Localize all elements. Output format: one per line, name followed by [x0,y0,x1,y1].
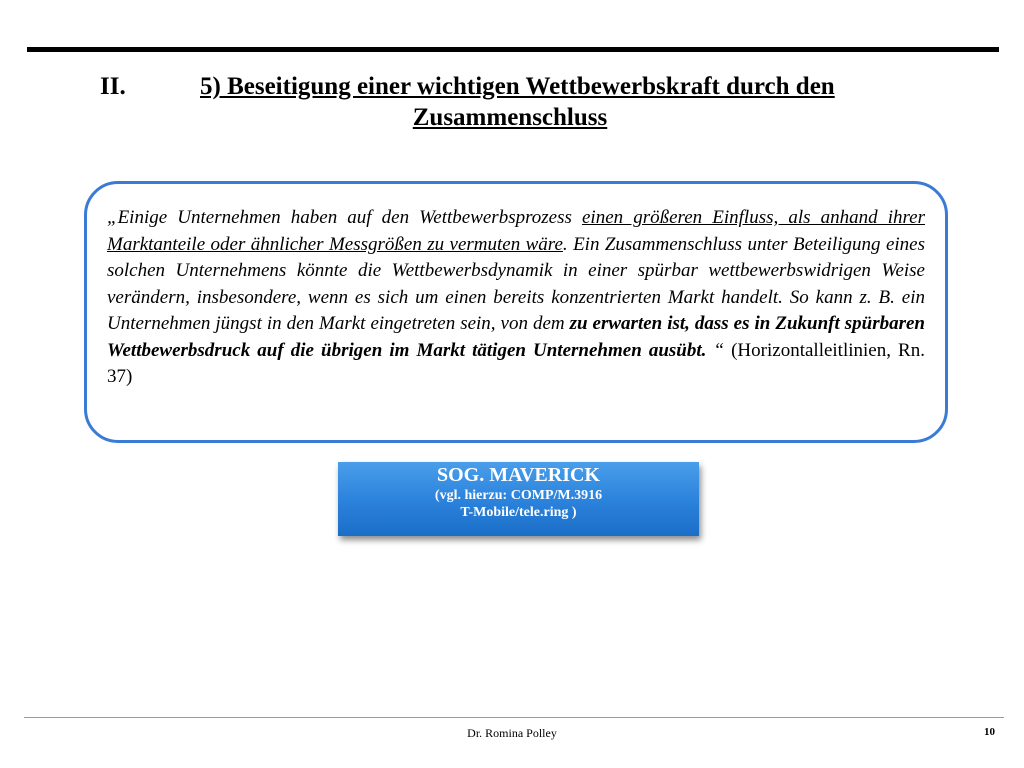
maverick-callout [338,462,699,536]
footer-author: Dr. Romina Polley [467,726,557,740]
quote-text [107,205,925,391]
title-text-1: 5) Beseitigung einer wichtigen Wettbewerbskraft durch den [200,73,835,100]
slide-title [100,71,1000,133]
title-line-2: Zusammenschluss [412,104,608,131]
maverick-heading: SOG. MAVERICK [437,464,600,486]
maverick-reference-1: (vgl. hierzu: COMP/M.3916 [434,488,603,503]
quote-segment-underlined: einen größeren Einfluss, als anhand ihrer Marktanteile oder ähnlicher Messgrößen zu vermuten wäre [107,207,925,255]
top-divider [27,47,999,52]
quote-citation: (Horizontalleitlinien, Rn. 37) [107,339,925,387]
quote-close-mark: “ [706,339,732,361]
maverick-reference-2: T-Mobile/tele.ring ) [460,505,577,520]
page-number: 10 [984,726,995,738]
title-line-1 [100,71,1000,102]
title-number: II. [100,73,126,100]
footer-divider [24,717,1004,718]
quote-segment-3: . Ein Zusammenschluss unter Beteiligung eines solchen Unternehmens könnte die Wettbewerbsdynamik in einer spürbar wettbewerbswidrigen Weise verändern, insbesondere, wenn es sich um einen bereits konzentrierten Markt handelt. So kann z. B. ein Unternehmen jüngst in den Markt eingetreten sein, von dem [107,233,925,334]
quote-segment-1: „Einige Unternehmen haben auf den Wettbewerbsprozess [107,207,582,228]
quote-segment-bold: zu erwarten ist, dass es in Zukunft spürbaren Wettbewerbsdruck auf die übrigen im Markt tätigen Unternehmen ausübt. [107,313,925,361]
